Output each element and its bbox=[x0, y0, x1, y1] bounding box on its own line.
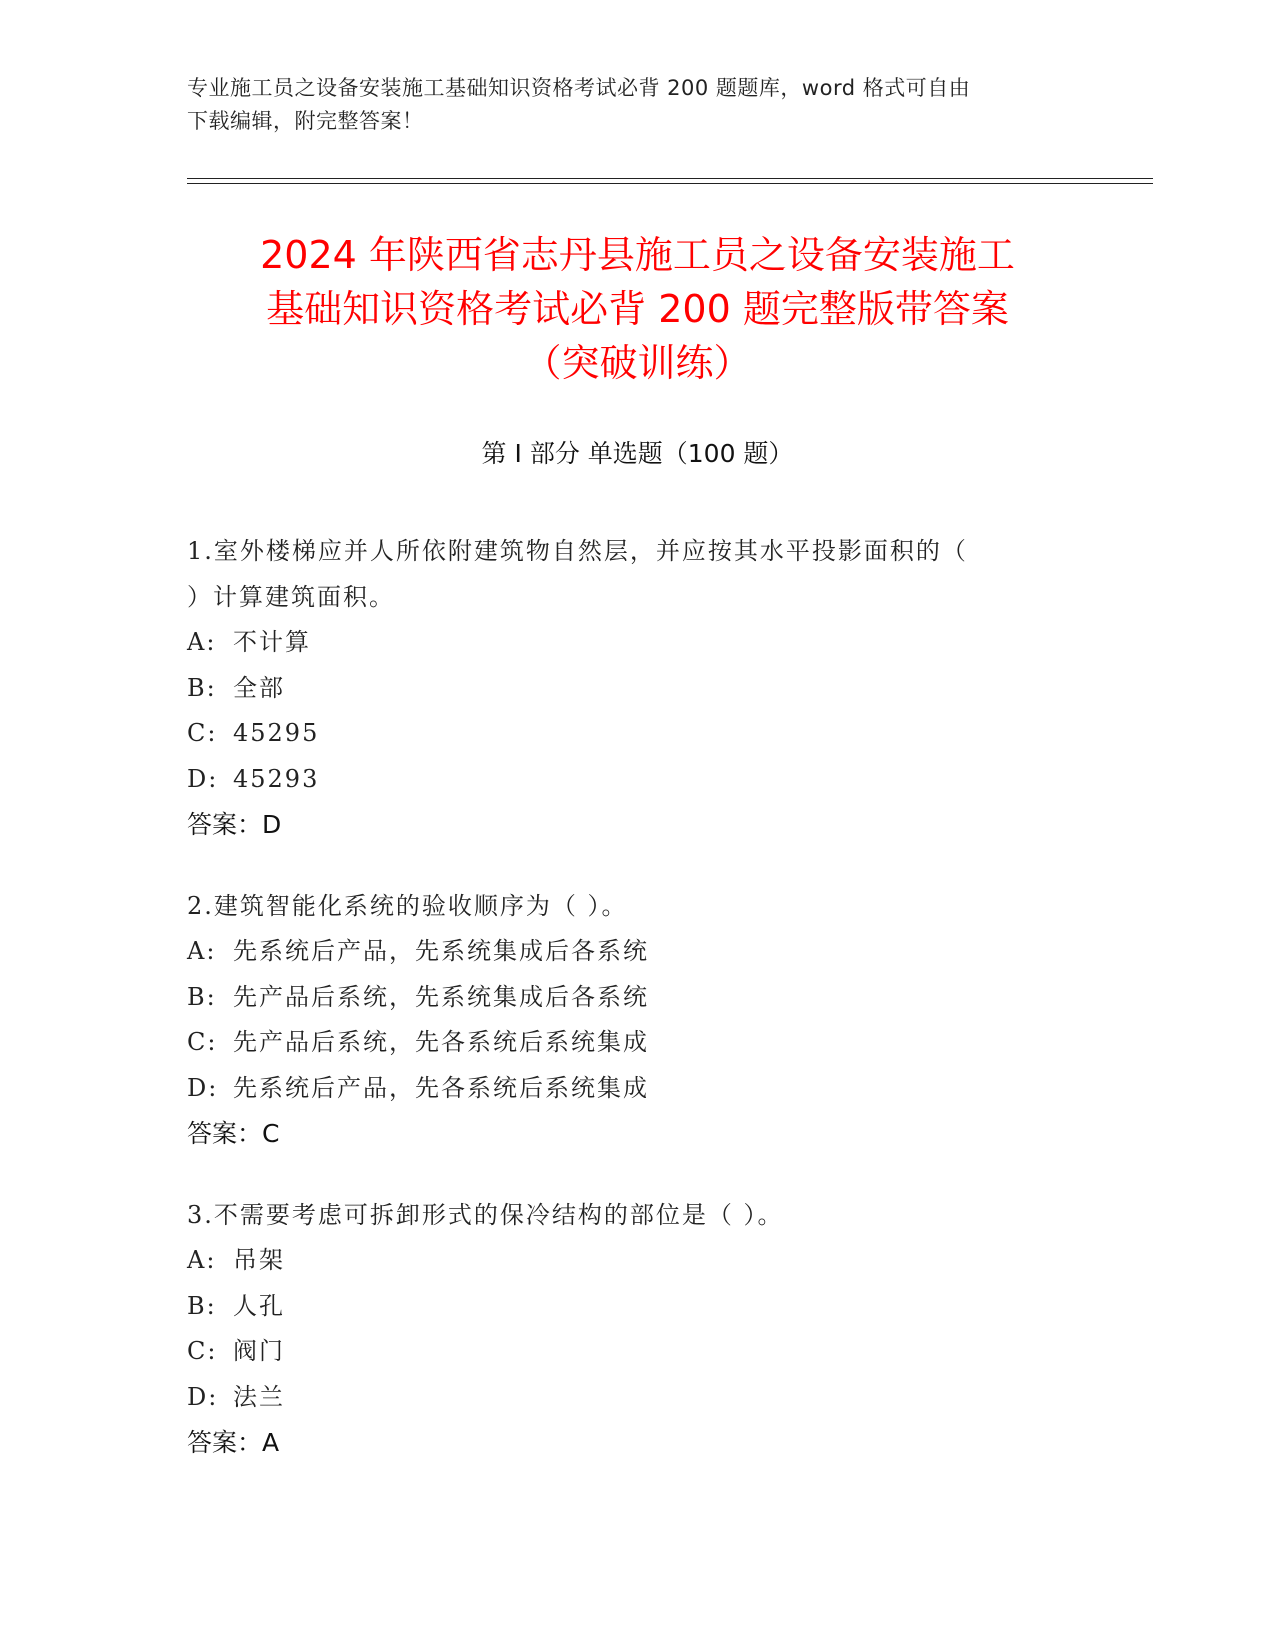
option-letter: B: bbox=[187, 1291, 217, 1320]
question-stem-continued: ）计算建筑面积。 bbox=[187, 583, 395, 611]
question-list bbox=[187, 528, 1087, 1501]
option-letter: D: bbox=[187, 764, 219, 793]
option-letter: A: bbox=[187, 1246, 217, 1274]
answer-line: 答案：C bbox=[187, 1119, 280, 1148]
option-a bbox=[187, 929, 1087, 975]
option-text: 先系统后产品，先系统集成后各系统 bbox=[233, 937, 649, 965]
question-stem: 1.室外楼梯应并人所依附建筑物自然层，并应按其水平投影面积的（ bbox=[187, 537, 968, 565]
header-note-line-1: 专业施工员之设备安装施工基础知识资格考试必背 200 题题库，word 格式可自由 bbox=[187, 76, 971, 100]
option-letter: C: bbox=[187, 1028, 218, 1056]
option-b bbox=[187, 975, 1087, 1021]
option-b bbox=[187, 1284, 1087, 1330]
option-c bbox=[187, 1329, 1087, 1375]
option-letter: A: bbox=[187, 937, 217, 965]
document-title bbox=[150, 228, 1125, 390]
answer-line: 答案：D bbox=[187, 810, 282, 839]
option-letter: D: bbox=[187, 1382, 219, 1411]
option-letter: D: bbox=[187, 1073, 219, 1102]
question-2 bbox=[187, 883, 1087, 1157]
option-letter: B: bbox=[187, 673, 217, 702]
option-c bbox=[187, 711, 1087, 757]
option-letter: C: bbox=[187, 1337, 218, 1365]
option-b bbox=[187, 666, 1087, 712]
option-letter: A: bbox=[187, 628, 217, 656]
option-text: 45295 bbox=[233, 719, 320, 747]
option-text: 全部 bbox=[233, 673, 285, 702]
title-line-1: 2024 年陕西省志丹县施工员之设备安装施工 bbox=[260, 233, 1015, 277]
header-divider bbox=[187, 178, 1153, 184]
option-text: 阀门 bbox=[233, 1337, 285, 1365]
option-text: 先系统后产品，先各系统后系统集成 bbox=[233, 1073, 649, 1102]
option-a bbox=[187, 620, 1087, 666]
question-stem: 2.建筑智能化系统的验收顺序为（ ）。 bbox=[187, 892, 628, 920]
option-d bbox=[187, 1375, 1087, 1421]
option-text: 先产品后系统，先各系统后系统集成 bbox=[233, 1028, 649, 1056]
option-letter: B: bbox=[187, 982, 217, 1011]
question-1 bbox=[187, 528, 1087, 848]
option-text: 先产品后系统，先系统集成后各系统 bbox=[233, 982, 649, 1011]
option-text: 法兰 bbox=[233, 1382, 285, 1411]
option-c bbox=[187, 1020, 1087, 1066]
title-line-2: 基础知识资格考试必背 200 题完整版带答案 bbox=[266, 287, 1009, 331]
header-note-line-2: 下载编辑，附完整答案！ bbox=[187, 109, 424, 133]
title-line-3: （突破训练） bbox=[523, 341, 752, 385]
header-note bbox=[187, 72, 1087, 138]
option-text: 45293 bbox=[233, 764, 320, 793]
option-text: 吊架 bbox=[233, 1246, 285, 1274]
option-letter: C: bbox=[187, 719, 218, 747]
question-3 bbox=[187, 1192, 1087, 1466]
option-d bbox=[187, 757, 1087, 803]
option-d bbox=[187, 1066, 1087, 1112]
option-text: 不计算 bbox=[233, 628, 311, 656]
question-stem: 3.不需要考虑可拆卸形式的保冷结构的部位是（ ）。 bbox=[187, 1201, 784, 1229]
option-a bbox=[187, 1238, 1087, 1284]
option-text: 人孔 bbox=[233, 1291, 285, 1320]
answer-line: 答案：A bbox=[187, 1428, 280, 1457]
section-heading: 第 I 部分 单选题（100 题） bbox=[481, 439, 794, 468]
